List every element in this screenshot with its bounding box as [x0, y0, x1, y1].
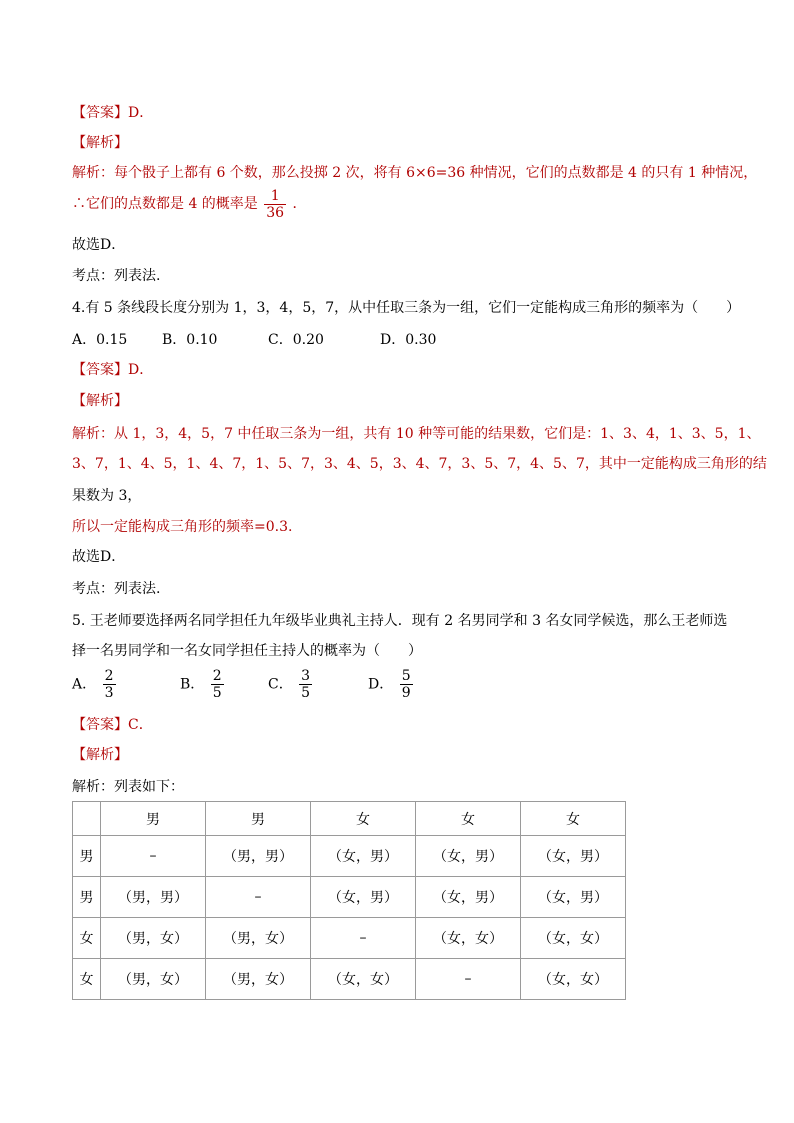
table-cell: –: [206, 877, 311, 918]
answer-line: [72, 715, 153, 735]
table-cell: （女，女）: [521, 959, 626, 1000]
table-header-row: [73, 802, 626, 836]
fraction-denominator: 36: [266, 204, 285, 221]
option-a: A．0.15: [72, 332, 128, 348]
answer-text: 【答案】D．: [72, 105, 154, 121]
fraction-numerator: 3: [301, 668, 311, 684]
table-cell: （女，男）: [311, 877, 416, 918]
analysis-heading: 【解析】: [72, 393, 128, 409]
option-fraction: [400, 668, 413, 701]
table-cell: （女，女）: [416, 918, 521, 959]
option-fraction: [103, 668, 116, 701]
option-fraction: [211, 668, 224, 701]
column-header: 男: [206, 802, 311, 836]
row-header: 男: [73, 877, 101, 918]
explanation-prefix: ∴它们的点数都是 4 的概率是: [72, 196, 258, 212]
analysis-heading: 【解析】: [72, 747, 128, 763]
option-a: [72, 668, 118, 701]
table-cell: –: [101, 836, 206, 877]
fraction-numerator: 5: [401, 668, 411, 684]
explanation-line: 解析：从 1，3，4，5，7 中任取三条为一组，共有 10 种等可能的结果数，它们是：1、3、4，1、3、5，1、: [72, 426, 761, 442]
fraction-denominator: 5: [212, 685, 222, 701]
choose-line: 故选D．: [72, 237, 126, 253]
table-cell: –: [416, 959, 521, 1000]
table-cell: –: [311, 918, 416, 959]
option-c: [268, 668, 314, 701]
column-header: 女: [311, 802, 416, 836]
column-header: 女: [521, 802, 626, 836]
row-header: 女: [73, 918, 101, 959]
table-cell: （女，女）: [521, 918, 626, 959]
table-cell: （女，男）: [311, 836, 416, 877]
outcome-table: [72, 801, 626, 1000]
answer-line: [72, 360, 153, 380]
fraction-numerator: 1: [264, 188, 286, 205]
table-cell: （女，男）: [416, 836, 521, 877]
option-label: A．: [72, 676, 97, 693]
fraction-numerator: 2: [104, 668, 114, 684]
option-fraction: [299, 668, 312, 701]
explanation-line-fraction: [72, 186, 307, 222]
answer-line: [72, 103, 153, 123]
column-header: 男: [101, 802, 206, 836]
explanation-line: 解析：每个骰子上都有 6 个数，那么投掷 2 次，将有 6×6=36 种情况，它们的点数都是 4 的只有 1 种情况，: [72, 165, 758, 181]
explanation-line: 所以一定能构成三角形的频率=0.3.: [72, 519, 293, 535]
choose-line: 故选D．: [72, 549, 126, 565]
option-b: [180, 668, 226, 701]
table-cell: （男，女）: [206, 959, 311, 1000]
explanation-line: 果数为 3，: [72, 488, 142, 504]
option-c: C．0.20: [268, 332, 324, 348]
knowledge-point: 考点：列表法.: [72, 268, 161, 284]
table-intro: 解析：列表如下：: [72, 779, 184, 795]
table-cell: （女，女）: [311, 959, 416, 1000]
table-row: [73, 918, 626, 959]
question-stem: 4.有 5 条线段长度分别为 1，3，4，5，7，从中任取三条为一组，它们一定能构成三角形的频率为（ ）: [72, 300, 741, 316]
table-cell: （男，男）: [206, 836, 311, 877]
table-cell: （男，女）: [206, 918, 311, 959]
table-cell: （男，女）: [101, 959, 206, 1000]
fraction: [264, 188, 286, 221]
table-row: [73, 877, 626, 918]
row-header: 女: [73, 959, 101, 1000]
question-stem: 5. 王老师要选择两名同学担任九年级毕业典礼主持人．现有 2 名男同学和 3 名女同学候选，那么王老师选: [72, 613, 728, 629]
answer-text: 【答案】C．: [72, 717, 153, 733]
table-row: [73, 836, 626, 877]
knowledge-point: 考点：列表法.: [72, 581, 161, 597]
table-row: [73, 959, 626, 1000]
fraction-denominator: 9: [401, 685, 411, 701]
table-cell: （女，男）: [521, 836, 626, 877]
table-cell: （男，男）: [101, 877, 206, 918]
option-label: B．: [180, 676, 205, 693]
column-header: 女: [416, 802, 521, 836]
row-header: 男: [73, 836, 101, 877]
option-d: D．0.30: [380, 332, 437, 348]
option-b: B．0.10: [162, 332, 218, 348]
table-cell: （男，女）: [101, 918, 206, 959]
analysis-heading: 【解析】: [72, 135, 128, 151]
fraction-numerator: 2: [212, 668, 222, 684]
answer-text: 【答案】D．: [72, 362, 154, 378]
table-corner-cell: [73, 802, 101, 836]
table-cell: （女，男）: [416, 877, 521, 918]
explanation-suffix: ．: [292, 196, 307, 212]
table-cell: （女，男）: [521, 877, 626, 918]
fraction-denominator: 5: [301, 685, 311, 701]
option-label: D．: [368, 676, 394, 693]
question-stem-cont: 择一名男同学和一名女同学担任主持人的概率为（ ）: [72, 643, 422, 659]
option-d: [368, 668, 415, 701]
explanation-line: 3、7，1、4、5，1、4、7，1、5、7，3、4、5，3、4、7，3、5、7，4、5、7，其中一定能构成三角形的结: [72, 456, 767, 472]
option-label: C．: [268, 676, 293, 693]
fraction-denominator: 3: [104, 685, 114, 701]
